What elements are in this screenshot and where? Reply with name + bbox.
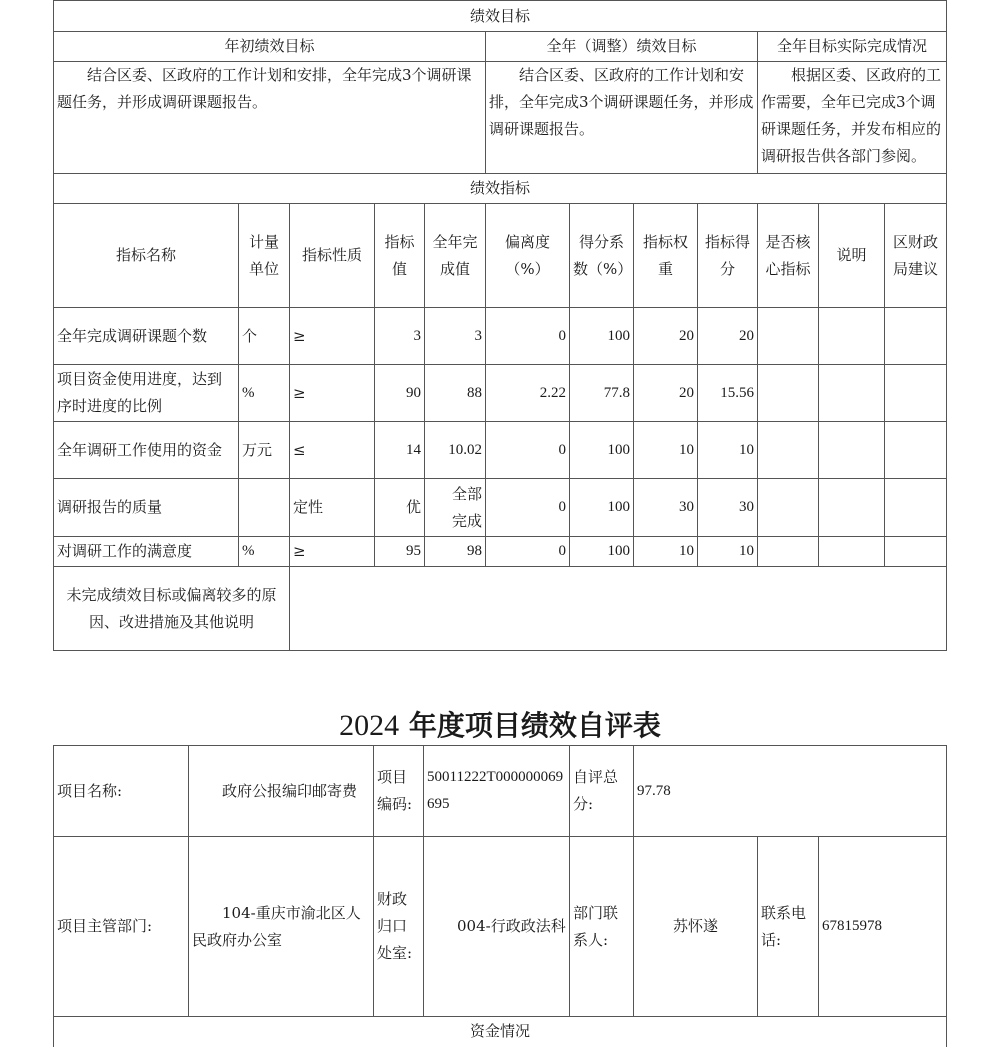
table-row xyxy=(54,308,947,365)
col-weight: 指标权重 xyxy=(634,204,698,308)
indicator-target: 90 xyxy=(375,365,425,422)
indicator-target: 14 xyxy=(375,422,425,479)
col-unit: 计量单位 xyxy=(239,204,290,308)
indicator-note xyxy=(819,365,885,422)
table-row xyxy=(54,537,947,567)
phone-label: 联系电话: xyxy=(758,837,819,1017)
actual-status-text: 根据区委、区政府的工作需要，全年已完成3个调研课题任务，并发布相应的调研报告供各部门参阅。 xyxy=(758,62,947,174)
dept-value: 104-重庆市渝北区人民政府办公室 xyxy=(189,837,374,1017)
table-row xyxy=(54,365,947,422)
table-row xyxy=(54,479,947,537)
indicator-name: 全年调研工作使用的资金 xyxy=(54,422,239,479)
funds-section-title: 资金情况 xyxy=(54,1017,947,1047)
indicator-coef: 77.8 xyxy=(570,365,634,422)
form-title-year: 2024 xyxy=(339,709,400,742)
indicator-actual: 3 xyxy=(425,308,486,365)
reason-label: 未完成绩效目标或偏离较多的原因、改进措施及其他说明 xyxy=(54,567,290,651)
project-info-table xyxy=(53,745,947,1047)
adjusted-goal-text: 结合区委、区政府的工作计划和安排，全年完成3个调研课题任务，并形成调研课题报告。 xyxy=(486,62,758,174)
indicator-name: 全年完成调研课题个数 xyxy=(54,308,239,365)
indicator-target: 95 xyxy=(375,537,425,567)
self-score-value: 97.78 xyxy=(634,746,947,837)
indicator-name: 对调研工作的满意度 xyxy=(54,537,239,567)
indicator-target: 优 xyxy=(375,479,425,537)
col-coefficient: 得分系数（%） xyxy=(570,204,634,308)
indicator-note xyxy=(819,422,885,479)
indicator-advice xyxy=(885,308,947,365)
dept-label: 项目主管部门: xyxy=(54,837,189,1017)
indicator-section-title: 绩效指标 xyxy=(54,174,947,204)
col-actual: 全年完成值 xyxy=(425,204,486,308)
indicator-coef: 100 xyxy=(570,537,634,567)
indicator-actual: 10.02 xyxy=(425,422,486,479)
indicator-name: 项目资金使用进度，达到序时进度的比例 xyxy=(54,365,239,422)
indicator-coef: 100 xyxy=(570,479,634,537)
project-code-label: 项目编码: xyxy=(374,746,424,837)
indicator-score: 20 xyxy=(698,308,758,365)
indicator-unit: % xyxy=(239,537,290,567)
col-score: 指标得分 xyxy=(698,204,758,308)
finance-office-label: 财政归口处室: xyxy=(374,837,424,1017)
indicator-advice xyxy=(885,537,947,567)
indicator-weight: 10 xyxy=(634,537,698,567)
indicator-core xyxy=(758,308,819,365)
indicator-target: 3 xyxy=(375,308,425,365)
indicator-unit: % xyxy=(239,365,290,422)
indicator-actual: 98 xyxy=(425,537,486,567)
indicator-deviation: 0 xyxy=(486,308,570,365)
indicator-score: 10 xyxy=(698,537,758,567)
col-note: 说明 xyxy=(819,204,885,308)
indicator-advice xyxy=(885,479,947,537)
indicator-nature: ≥ xyxy=(290,365,375,422)
indicator-note xyxy=(819,479,885,537)
indicator-weight: 20 xyxy=(634,308,698,365)
contact-label: 部门联系人: xyxy=(570,837,634,1017)
indicator-nature: ≥ xyxy=(290,308,375,365)
initial-goal-text: 结合区委、区政府的工作计划和安排，全年完成3个调研课题任务，并形成调研课题报告。 xyxy=(54,62,486,174)
reason-value xyxy=(290,567,947,651)
self-score-label: 自评总分: xyxy=(570,746,634,837)
indicator-note xyxy=(819,537,885,567)
indicator-deviation: 0 xyxy=(486,479,570,537)
indicator-weight: 20 xyxy=(634,365,698,422)
perf-goal-title: 绩效目标 xyxy=(54,1,947,32)
indicator-actual: 全部完成 xyxy=(425,479,486,537)
indicator-deviation: 2.22 xyxy=(486,365,570,422)
indicator-unit: 个 xyxy=(239,308,290,365)
form-title-text: 年度项目绩效自评表 xyxy=(408,709,661,742)
table-row xyxy=(54,422,947,479)
header-actual-status: 全年目标实际完成情况 xyxy=(758,32,947,62)
indicator-nature: 定性 xyxy=(290,479,375,537)
indicator-nature: ≤ xyxy=(290,422,375,479)
indicator-deviation: 0 xyxy=(486,422,570,479)
indicator-weight: 10 xyxy=(634,422,698,479)
indicator-weight: 30 xyxy=(634,479,698,537)
contact-value: 苏怀遂 xyxy=(634,837,758,1017)
indicator-core xyxy=(758,422,819,479)
indicator-deviation: 0 xyxy=(486,537,570,567)
indicator-note xyxy=(819,308,885,365)
indicator-core xyxy=(758,537,819,567)
indicator-nature: ≥ xyxy=(290,537,375,567)
col-deviation: 偏离度（%） xyxy=(486,204,570,308)
indicator-unit: 万元 xyxy=(239,422,290,479)
indicator-advice xyxy=(885,365,947,422)
project-name-label: 项目名称: xyxy=(54,746,189,837)
col-nature: 指标性质 xyxy=(290,204,375,308)
indicator-score: 10 xyxy=(698,422,758,479)
indicator-core xyxy=(758,365,819,422)
indicator-score: 15.56 xyxy=(698,365,758,422)
header-initial-goal: 年初绩效目标 xyxy=(54,32,486,62)
indicator-actual: 88 xyxy=(425,365,486,422)
indicator-advice xyxy=(885,422,947,479)
project-name-value: 政府公报编印邮寄费 xyxy=(189,746,374,837)
indicator-coef: 100 xyxy=(570,308,634,365)
form-title xyxy=(0,704,1000,744)
phone-value: 67815978 xyxy=(819,837,947,1017)
performance-table xyxy=(53,0,947,651)
indicator-coef: 100 xyxy=(570,422,634,479)
indicator-unit xyxy=(239,479,290,537)
indicator-score: 30 xyxy=(698,479,758,537)
indicator-core xyxy=(758,479,819,537)
col-target: 指标值 xyxy=(375,204,425,308)
header-adjusted-goal: 全年（调整）绩效目标 xyxy=(486,32,758,62)
col-indicator-name: 指标名称 xyxy=(54,204,239,308)
col-advice: 区财政局建议 xyxy=(885,204,947,308)
project-code-value: 50011222T000000069695 xyxy=(424,746,570,837)
finance-office-value: 004-行政政法科 xyxy=(424,837,570,1017)
col-core: 是否核心指标 xyxy=(758,204,819,308)
indicator-name: 调研报告的质量 xyxy=(54,479,239,537)
